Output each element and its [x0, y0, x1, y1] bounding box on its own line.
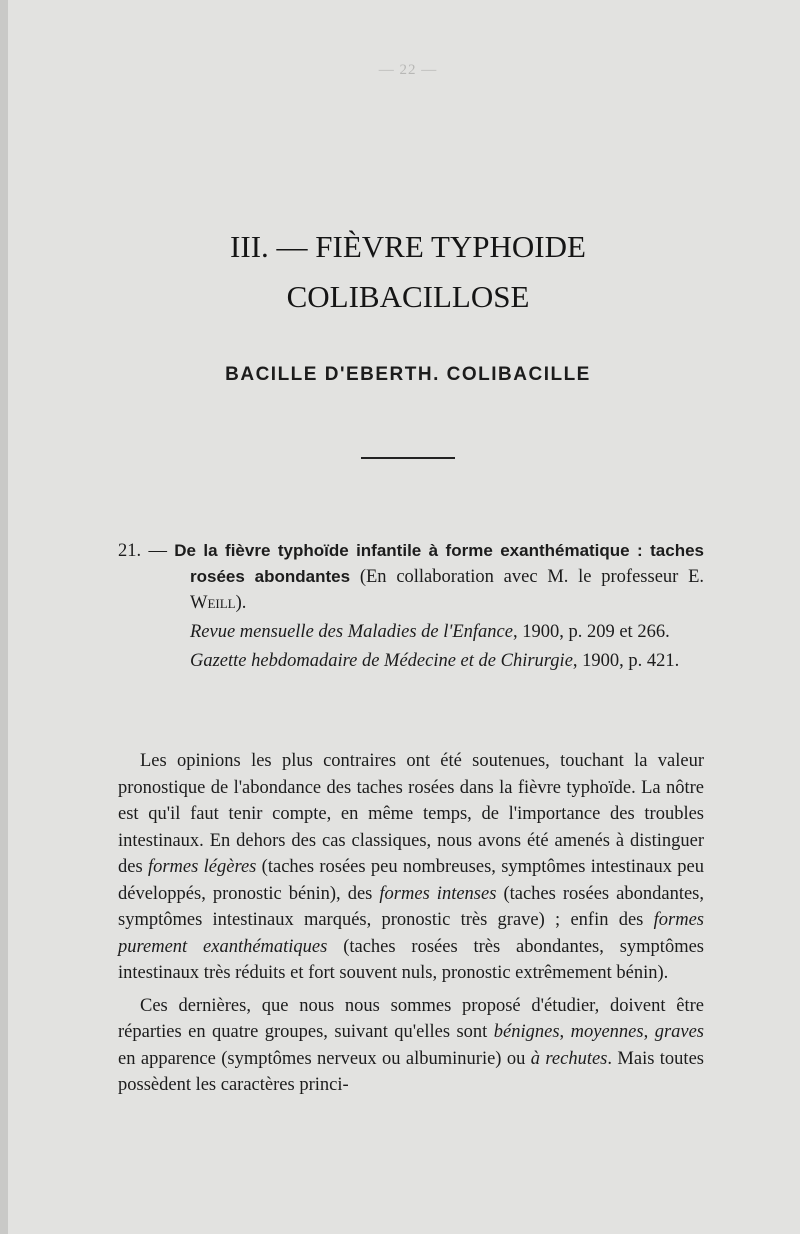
emphasis-graves: graves [654, 1022, 705, 1042]
emphasis-a-rechutes: à rechutes [530, 1048, 608, 1069]
emphasis-benignes: bénignes [493, 1022, 560, 1042]
emphasis-formes-exanthematiques: formes purement exanthématiques [118, 910, 704, 957]
divider-rule [361, 457, 455, 459]
paragraph-1-text-d: (taches rosées très abondantes, symptômes intestinaux très réduits et fort souvent nuls, pronostic extrêmement bénin). [118, 936, 704, 983]
entry-collaboration: (En collaboration avec M. le professeur E. [359, 567, 704, 587]
emphasis-formes-intenses: formes intenses [379, 883, 497, 904]
reference-1-details: , 1900, p. 209 et 266. [512, 622, 670, 642]
entry-collaborator-name: Weill [190, 593, 236, 613]
reference-1-journal: Revue mensuelle des Maladies de l'Enfance [190, 622, 513, 642]
paragraph-2-text-c: , [643, 1022, 655, 1042]
paragraph-1-text-b: (taches rosées peu nombreuses, symptômes intestinaux peu développés, pronostic bénin), des [118, 857, 704, 904]
entry-heading [118, 538, 704, 616]
paragraph-1 [118, 748, 704, 987]
emphasis-moyennes: moyennes [570, 1022, 644, 1042]
paragraph-2-text-d: en apparence (symptômes nerveux ou albuminurie) ou [118, 1048, 531, 1069]
entry-number: 21. — [118, 541, 167, 561]
paragraph-2-text-b: , [559, 1022, 571, 1042]
chapter-title-line-1: III. — FIÈVRE TYPHOIDE [230, 229, 586, 264]
entry-title: De la fièvre typhoïde infantile à forme exanthématique : taches rosées abondantes [174, 541, 705, 586]
bibliography-entry [118, 538, 704, 674]
paragraph-2 [118, 993, 704, 1099]
reference-2 [190, 648, 704, 674]
paragraph-1-text-a: Les opinions les plus contraires ont été soutenues, touchant la valeur pronostique de l'abondance des taches rosées dans la fièvre typhoïde. La nôtre est qu'il faut tenir compte, en même temps, de l'importance des troubles intestinaux. En dehors des cas classiques, nous avons été amenés à distinguer des [118, 751, 704, 877]
entry-collaboration-end: ). [235, 593, 247, 613]
paragraph-2-text-a: Ces dernières, que nous nous sommes proposé d'étudier, doivent être réparties en quatre groupes, suivant qu'elles sont [118, 995, 704, 1042]
chapter-title [8, 222, 800, 322]
paragraph-1-text-c: (taches rosées abondantes, symptômes intestinaux marqués, pronostic très grave) ; enfin des [118, 883, 705, 930]
reference-1 [190, 619, 704, 645]
chapter-title-line-2: COLIBACILLOSE [286, 279, 530, 314]
emphasis-formes-legeres: formes légères [147, 857, 257, 877]
reference-2-journal: Gazette hebdomadaire de Médecine et de Chirurgie [190, 651, 573, 671]
paragraph-2-text-e: . Mais toutes possèdent les caractères princi- [118, 1048, 704, 1095]
body-text [118, 748, 704, 1105]
section-subtitle: BACILLE D'EBERTH. COLIBACILLE [225, 364, 591, 385]
reference-2-details: , 1900, p. 421. [572, 651, 680, 671]
page-number: — 22 — [378, 62, 438, 78]
